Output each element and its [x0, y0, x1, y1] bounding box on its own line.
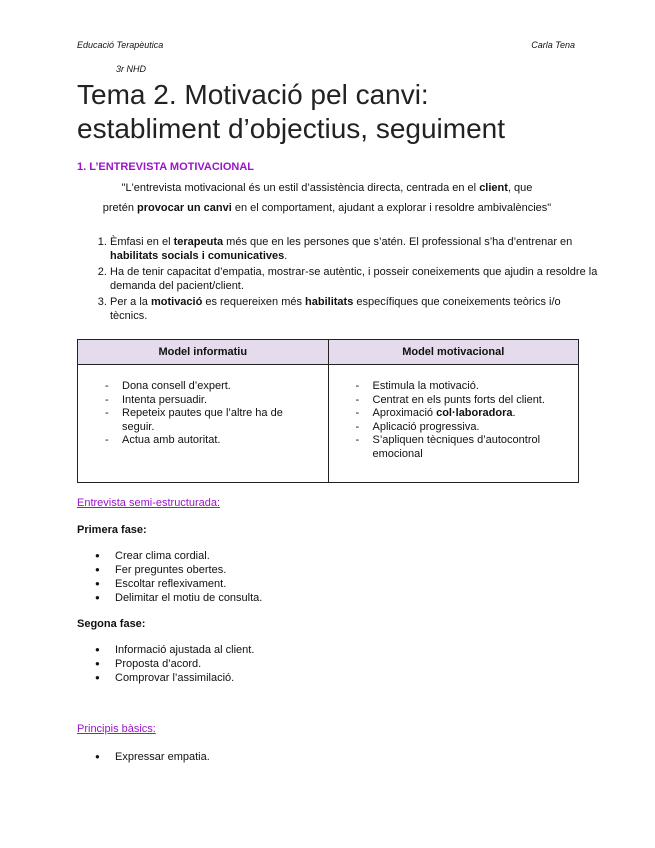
item-3-a: Aproximació [372, 407, 437, 419]
list-item: ● Proposta d’acord. [115, 657, 254, 671]
list-item [110, 295, 600, 323]
quote-l2-a: pretén [102, 202, 138, 214]
title-line-1: Tema 2. Motivació pel canvi: [77, 79, 429, 110]
list-item: - Centrat en els punts forts del client. [373, 394, 573, 408]
cell-motivacional [328, 365, 579, 483]
point-3-bold-b: habilitats [305, 296, 354, 308]
quote-l2-b: provocar un canvi [137, 202, 232, 214]
numbered-list [88, 235, 600, 325]
quote-line-1 [77, 178, 577, 198]
header-right: Carla Tena [531, 40, 575, 50]
col-header-informatiu: Model informatiu [78, 340, 329, 365]
informatiu-list [78, 380, 312, 448]
col-header-motivacional: Model motivacional [328, 340, 579, 365]
list-item: ● Comprovar l’assimilació. [115, 671, 254, 685]
list-item: - Actua amb autoritat. [122, 434, 312, 448]
phase-1-title: Primera fase: [77, 524, 147, 536]
quote-l1-b: client [479, 182, 508, 194]
list-item: - Repeteix pautes que l’altre ha de seguir. [122, 407, 312, 434]
list-item [110, 235, 600, 263]
quote-line-2 [77, 198, 577, 218]
course-label: 3r NHD [116, 64, 147, 74]
page-title [77, 78, 505, 146]
quote-l1-c: , que [507, 182, 533, 194]
list-item: ● Expressar empatia. [115, 750, 210, 764]
principles-link[interactable]: Principis bàsics: [77, 723, 156, 735]
list-item: ● Delimitar el motiu de consulta. [115, 591, 262, 605]
list-item [110, 265, 600, 293]
point-3-bold-a: motivació [150, 296, 203, 308]
title-line-2: establiment d’objectius, seguiment [77, 113, 506, 144]
quote-l1-a: "L'entrevista motivacional és un estil d’assistència directa, centrada en el [121, 182, 480, 194]
item-3-b: col·laboradora [436, 407, 513, 419]
header-left: Educació Terapèutica [77, 40, 164, 50]
item-3-c: . [512, 407, 516, 419]
list-item: ● Crear clima cordial. [115, 549, 262, 563]
motivacional-list [329, 380, 573, 461]
list-item: - S’apliquen tècniques d’autocontrol emocional [373, 434, 573, 461]
phase-2-title: Segona fase: [77, 618, 146, 630]
point-1-text-c: . [284, 250, 288, 262]
point-1-bold-b: habilitats socials i comunicatives [110, 250, 285, 262]
point-1-text-a: Èmfasi en el [110, 236, 174, 248]
list-item: ● Fer preguntes obertes. [115, 563, 262, 577]
point-3-text-b: es requereixen més [202, 296, 306, 308]
phase-1-list [95, 549, 262, 605]
semi-structured-link[interactable]: Entrevista semi-estructurada: [77, 497, 221, 509]
point-3-text-c: específiques que coneixements teòrics i/o tècnics. [110, 296, 561, 322]
list-item [373, 407, 573, 421]
quote-l2-c: en el comportament, ajudant a explorar i resoldre ambivalències" [231, 202, 552, 214]
point-2-text: Ha de tenir capacitat d’empatia, mostrar-se autèntic, i posseir coneixements que ajudin a resoldre la demanda del pacient/client. [110, 266, 598, 292]
principles-list [95, 750, 210, 764]
section-heading: 1. L’ENTREVISTA MOTIVACIONAL [77, 161, 255, 173]
list-item: ● Escoltar reflexivament. [115, 577, 262, 591]
point-1-bold-a: terapeuta [173, 236, 224, 248]
list-item: - Aplicació progressiva. [373, 421, 573, 435]
list-item: ● Informació ajustada al client. [115, 643, 254, 657]
list-item: - Intenta persuadir. [122, 394, 312, 408]
list-item: - Estimula la motivació. [373, 380, 573, 394]
phase-2-list [95, 643, 254, 685]
list-item: - Dona consell d’expert. [122, 380, 312, 394]
cell-informatiu [78, 365, 329, 483]
point-3-text-a: Per a la [110, 296, 151, 308]
point-1-text-b: més que en les persones que s’atén. El professional s’ha d’entrenar en [223, 236, 573, 248]
models-table [77, 339, 579, 483]
